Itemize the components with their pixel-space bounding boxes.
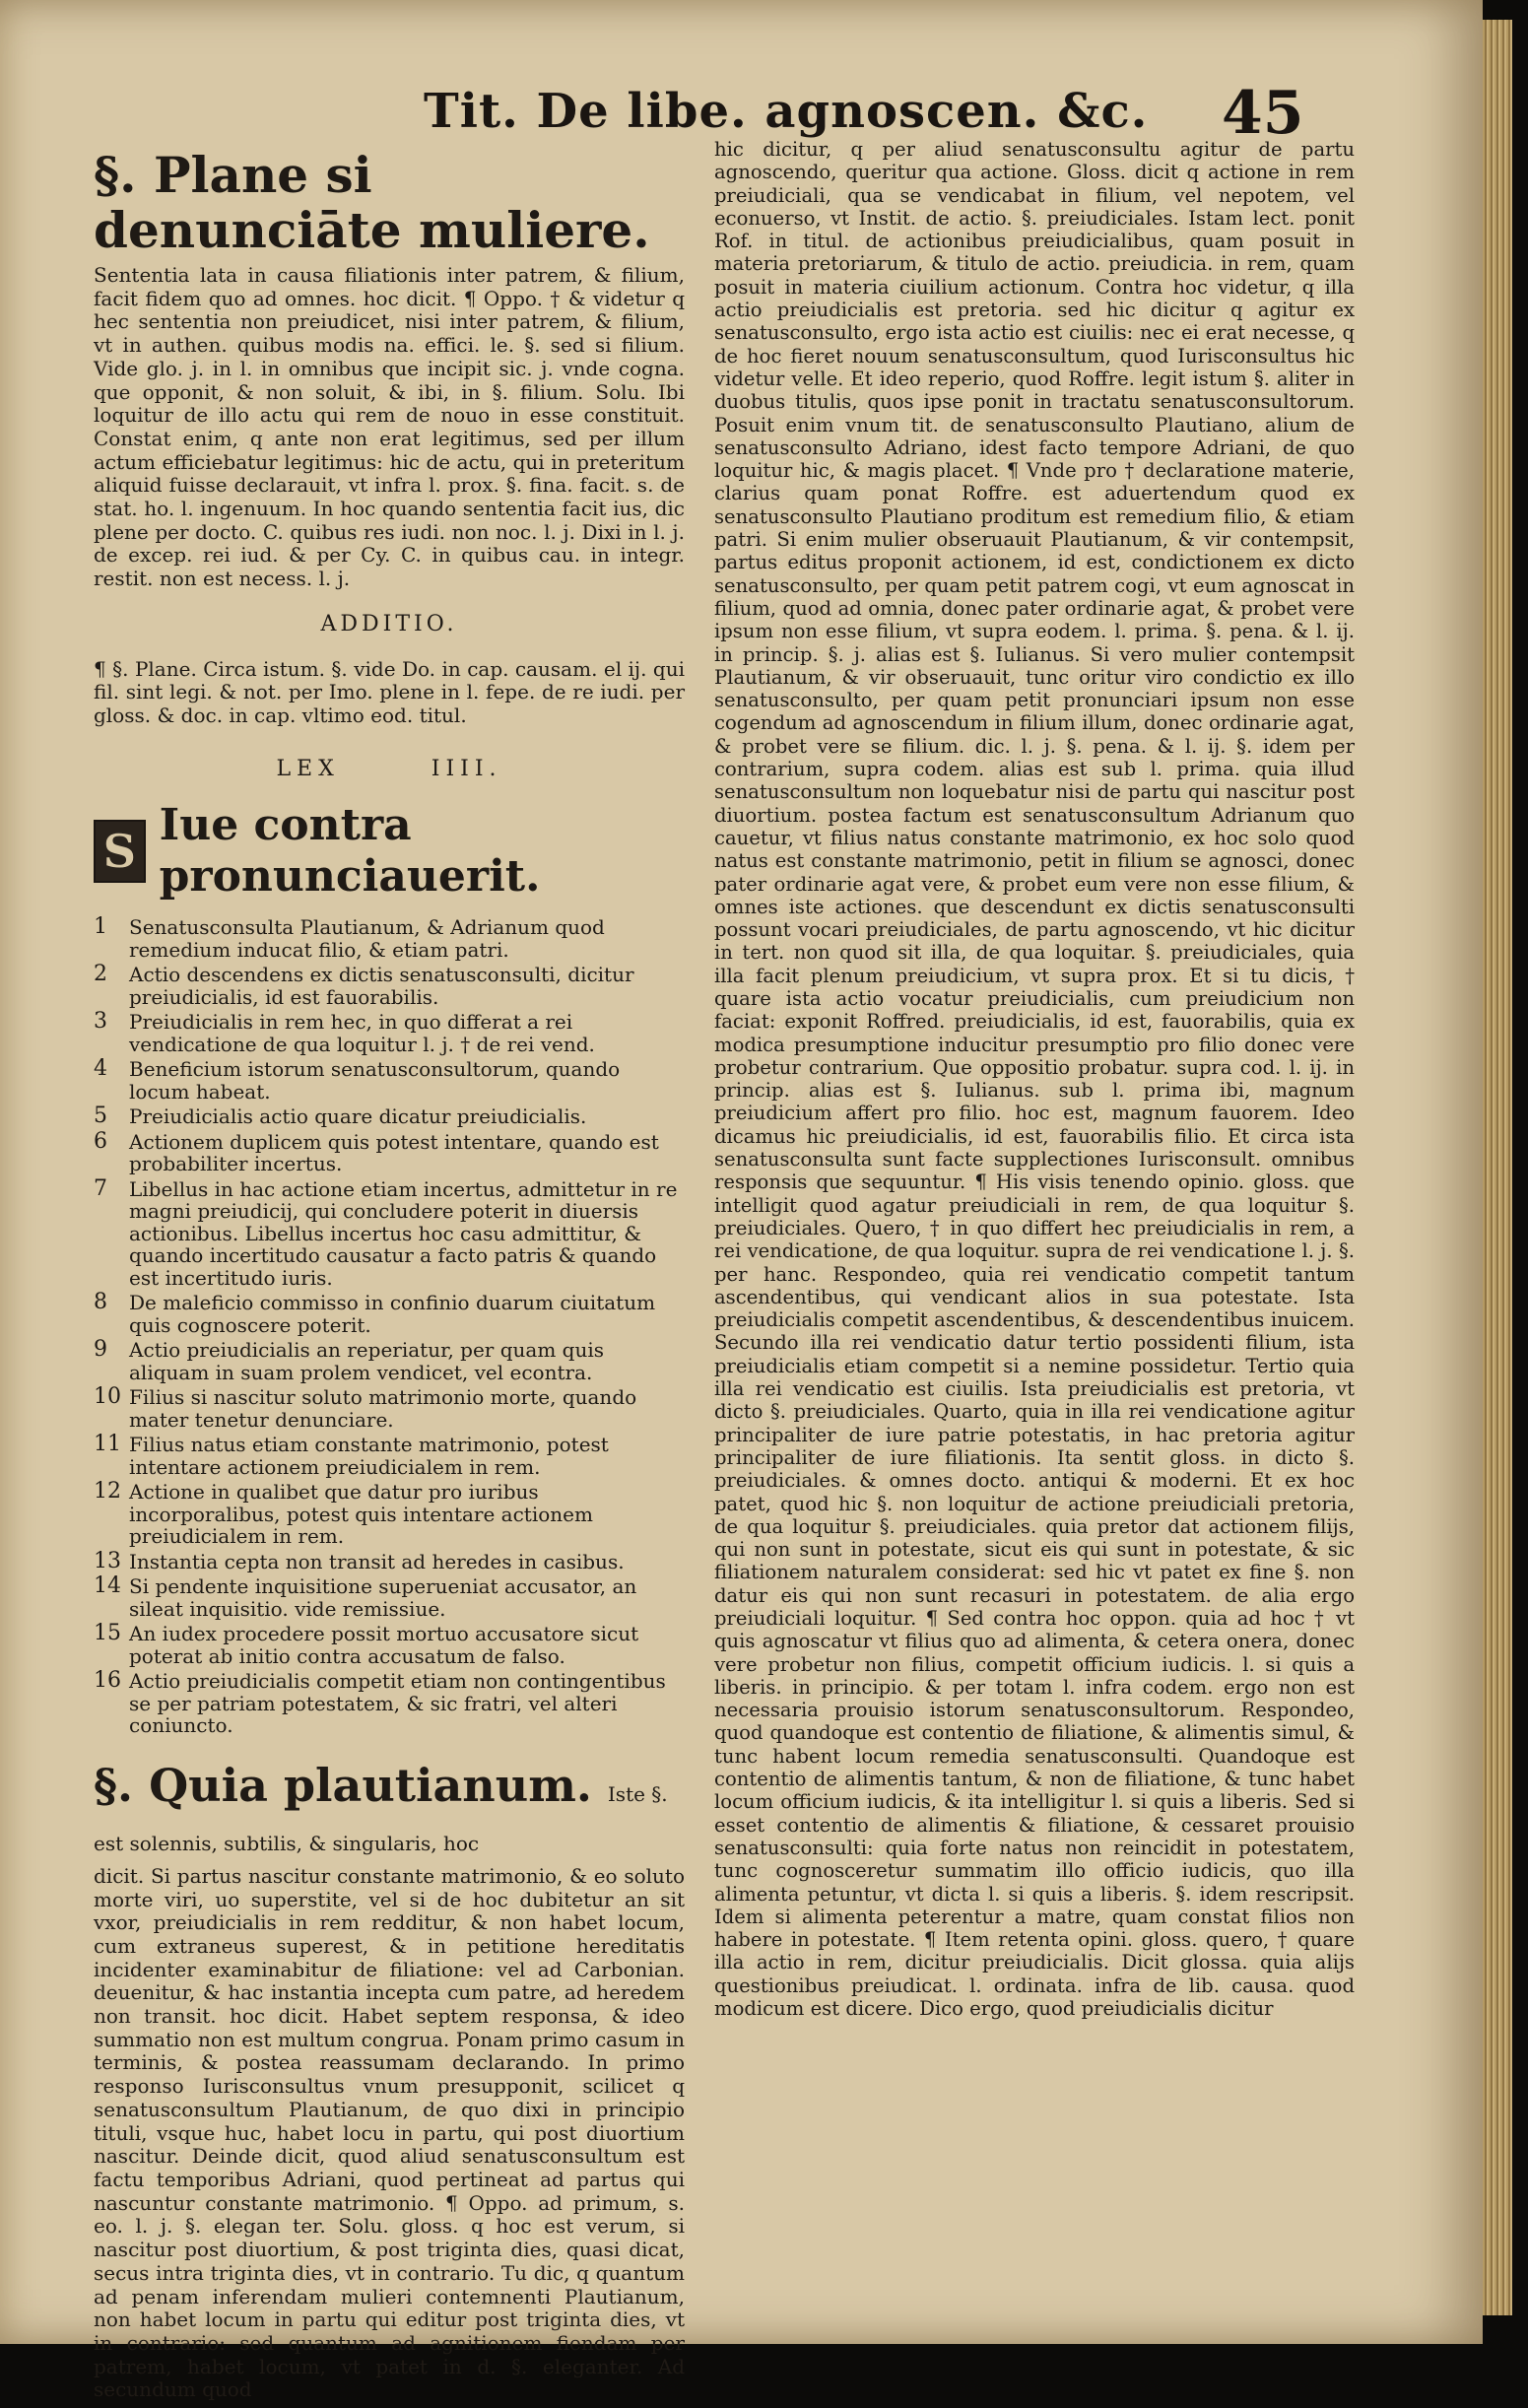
decorated-initial: S: [94, 820, 146, 883]
summary-number: 8: [94, 1290, 107, 1315]
summary-number: 7: [94, 1175, 107, 1201]
section-heading-quia: [94, 1758, 685, 1859]
summary-text: Actione in qualibet que datur pro iuribus incorporalibus, potest quis intentare actionem preiudicialem in rem.: [129, 1480, 593, 1549]
summary-text: Filius natus etiam constante matrimonio, potest intentare actionem preiudicialem in rem.: [129, 1433, 609, 1479]
page-edges: [1483, 20, 1512, 2315]
summary-item: [94, 1386, 685, 1431]
summary-text: Filius si nascitur soluto matrimonio morte, quando mater tenetur denunciare.: [129, 1385, 637, 1432]
section-heading-plane: §. Plane si denunciāte muliere.: [94, 146, 650, 259]
lex-heading: [94, 758, 685, 781]
left-column: [94, 148, 685, 2408]
summary-item: [94, 1339, 685, 1383]
left-paragraph-1: Sententia lata in causa filiationis inter patrem, & filium, facit fidem quo ad omnes. hoc dicit. ¶ Oppo. † & videtur q hec sententia non preiudicet, nisi inter patrem, & filium, vt in authen. quibus modis na. effici. le. §. sed si filium. Vide glo. j. in l. in omnibus que incipit sic. j. vnde cogna. que opponit, & non soluit, & ibi, in §. filium. Solu. Ibi loquitur de illo actu qui rem de nouo in esse constituit. Constat enim, q ante non erat legitimus, sed per illum actum efficiebatur legitimus: hic de actu, qui in preteritum aliquid fuisse declarauit, vt infra l. prox. §. fina. facit. s. de stat. ho. l. ingenuum. In hoc quando sententia facit ius, dic plene per docto. C. quibus res iudi. non noc. l. j. Dixi in l. j. de excep. rei iud. & per Cy. C. in quibus cau. in integr. restit. non est necess. l. j.: [94, 263, 685, 591]
summary-number: 9: [94, 1337, 107, 1363]
summary-item: [94, 1670, 685, 1737]
summary-text: Actionem duplicem quis potest intentare, quando est probabiliter incertus.: [129, 1129, 659, 1176]
law-heading: [94, 800, 685, 903]
additio-label: ADDITIO.: [320, 611, 458, 636]
running-title: Tit. De libe. agnoscen. &c.: [424, 84, 1149, 139]
summary-text: Preiudicialis actio quare dicatur preiudicialis.: [129, 1104, 587, 1129]
summary-number: 10: [94, 1384, 121, 1410]
summary-number: 12: [94, 1479, 121, 1505]
summary-number: 2: [94, 962, 107, 987]
summary-number: 1: [94, 914, 107, 940]
lex-number: IIII.: [431, 756, 502, 781]
summary-item: [94, 1128, 685, 1176]
summary-number: 15: [94, 1621, 121, 1646]
summary-item: [94, 1575, 685, 1620]
law-heading-text: Iue contra pronunciauerit.: [159, 800, 541, 903]
summary-item: [94, 1105, 685, 1128]
right-paragraph-1: hic dicitur, q per aliud senatusconsultu agitur de partu agnoscendo, queritur qua actione. Gloss. dicit q actione in rem preiudiciali, qua se vendicabat in filium, vel nepotem, vel econuerso, vt Instit. de actio. §. preiudiciales. Istam lect. ponit Rof. in titul. de actionibus preiudicialibus, quam posuit in materia pretoriarum, & titulo de actio. preiudicia. in rem, quam posuit in materia ciuilium actionum. Contra hoc videtur, q illa actio preiudicialis est pretoria. sed hic dicitur q agitur ex senatusconsulto, ergo ista actio est ciuilis: nec ei erat necesse, q de hoc fieret nouum senatusconsultum, quod Iurisconsultus hic videtur velle. Et ideo reperio, quod Roffre. legit istum §. aliter in duobus titulis, quos ipse ponit in tractatu senatusconsultorum. Posuit enim vnum tit. de senatusconsulto Plautiano, alium de senatusconsulto Adriano, idest facto tempore Adriani, de quo loquitur hic, & magis placet. ¶ Vnde pro † declaratione materie, clarius quam ponat Roffre. est aduertendum quod ex senatusconsulto Plautiano proditum est remedium filio, & etiam patri. Si enim mulier obseruauit Plautianum, & vir contempsit, partus editus proponit actionem, id est, condictionem ex dicto senatusconsulto, per quam petit patrem cogi, vt eum agnoscat in filium, quod ad omnia, donec pater ordinarie agat, & probet vere ipsum non esse filium, vt supra eodem. l. prima. §. pena. & l. ij. in princip. §. j. alias est §. Iulianus. Si vero mulier contempsit Plautianum, & vir obseruauit, tunc oritur viro condictio ex illo senatusconsulto, per quam petit pronunciari ipsum non esse cogendum ad agnoscendum in filium illum, donec ordinarie agat, & probet vere se filium. dic. l. j. §. pena. & l. ij. §. idem per contrarium, supra codem. alias est sub l. prima. quia illud senatusconsultum non loquebatur nisi de partu qui nascitur post diuortium. postea factum est senatusconsultum Adrianum quo cauetur, vt filius natus constante matrimonio, ex hoc solo quod natus est constante matrimonio, petit in filium se agnosci, donec pater ordinarie agat vere, & probet eum vere non esse filium, & omnes iste actiones. que descendunt ex dictis senatusconsulti possunt vocari preiudiciales, de partu agnoscendo, vt hic dicitur in tert. non quod sit illa, de qua loquitar. §. preiudiciales, quia illa facit plenum preiudicium, vt supra prox. Et si tu dicis, † quare ista actio vocatur preiudicialis, cum preiudicium non faciat: exponit Roffred. preiudicialis, id est, fauorabilis, quia ex modica presumptione inducitur presumptio pro filio donec vere probetur contrarium. Que oppositio probatur. supra cod. l. ij. in princip. alias est §. Iulianus. sub l. prima ibi, magnum preiudicium affert pro filio. hoc est, magnum fauorem. Ideo dicamus hic preiudicialis, id est, fauorabilis filio. Et circa ista senatusconsulta sunt facte supplectiones Iurisconsult. omnibus responsis que sequuntur. ¶ His visis tenendo opinio. gloss. que intelligit quod agatur preiudiciali in rem, de qua loquitur §. preiudiciales. Quero, † in quo differt hec preiudicialis in rem, a rei vendicatione, de qua loquitur. supra de rei vendicatione l. j. §. per hanc. Respondeo, quia rei vendicatio competit tantum ascendentibus, qui vendicant alios in sua potestate. Ista preiudicialis competit ascendentibus, & descendentibus inuicem. Secundo illa rei vendicatio datur tertio possidenti filium, ista preiudicialis etiam competit si a nemine possidetur. Tertio quia illa rei vendicatio est ciuilis. Ista preiudicialis est pretoria, vt dicto §. preiudiciales. Quarto, quia in illa rei vendicatione agitur principaliter de iure patrie potestatis, in hac pretoria agitur principaliter de iure filiationis. Ita sentit gloss. in dicto §. preiudiciales. & omnes docto. antiqui & moderni. Et ex hoc patet, quod hic §. non loquitur de actione preiudiciali pretoria, de qua loquitur §. preiudiciales. quia pretor dat actionem filijs, qui non sunt in potestate, sicut eis qui sunt in potestate, & sic filiationem naturalem considerat: sed hic vt patet ex fine §. non datur eis qui non sunt recasuri in potestatem. de alia ergo preiudiciali loquitur. ¶ Sed contra hoc oppon. quia ad hoc † vt quis agnoscatur vt filius quo ad alimenta, & cetera onera, donec vere probetur non filius, competit officium iudicis. l. si quis a liberis. in principio. & per totam l. infra codem. ergo non est necessaria prouisio istorum senatusconsultorum. Respondeo, quod quandoque est contentio de filiatione, & alimentis simul, & tunc habent locum remedia senatusconsulti. Quandoque est contentio de alimentis tantum, & non de filiatione, & tunc habet locum officium iudicis, & ita intelligitur l. si quis a liberis. Sed si esset contentio de alimentis & filiatione, & cessaret prouisio senatusconsulti: quia forte natus non reincidit in potestatem, tunc cognosceretur summatim illo officio iudicis, quo illa alimenta petuntur, vt dicta l. si quis a liberis. §. idem rescripsit. Idem si alimenta peterentur a matre, quam constat filios non habere in potestate. ¶ Item retenta opini. gloss. quero, † quare illa actio in rem, dicitur preiudicialis. Dicit glossa. quia alijs questionibus preiudicat. l. ordinata. infra de lib. causa. quod modicum est dicere. Dico ergo, quod preiudicialis dicitur: [714, 138, 1355, 2021]
lex-label: LEX: [276, 756, 340, 781]
summary-text: Senatusconsulta Plautianum, & Adrianum quod remedium inducat filio, & etiam patri.: [129, 915, 605, 962]
summary-number: 14: [94, 1573, 121, 1599]
summary-item: [94, 1548, 685, 1573]
summary-number: 3: [94, 1009, 107, 1035]
summary-item: [94, 1058, 685, 1103]
left-paragraph-2: dicit. Si partus nascitur constante matrimonio, & eo soluto morte viri, uo superstite, vel si de hoc dubitetur an sit vxor, preiudicialis in rem redditur, & non habet locum, cum extraneus superest, & in petitione hereditatis incidenter examinabitur de filiatione: vel ad Carbonian. deuenitur, & hac instantia incepta cum patre, ad heredem non transit. hoc dicit. Habet septem responsa, & ideo summatio non est multum congrua. Ponam primo casum in terminis, & postea reassumam declarando. In primo responso Iurisconsultus vnum presupponit, scilicet q senatusconsultum Plautianum, de quo dixi in principio tituli, vsque huc, habet locu in partu, qui post diuortium nascitur. Deinde dicit, quod aliud senatusconsultum est factu temporibus Adriani, quod pertineat ad partus qui nascuntur constante matrimonio. ¶ Oppo. ad primum, s. eo. l. j. §. elegan ter. Solu. gloss. q hoc est verum, si nascitur post diuortium, & post triginta dies, quasi dicat, secus intra triginta dies, vt in contrario. Tu dic, q quantum ad penam inferendam mulieri contemnenti Plautianum, non habet locum in partu qui editur post triginta dies, vt in contrario: sed quantum ad agnitionem fiendam per patrem, habet locum, vt patet in d. §. eleganter. Ad secundum quod: [94, 1863, 685, 2402]
summary-item: [94, 1292, 685, 1336]
summary-item: [94, 1623, 685, 1667]
summary-text: Si pendente inquisitione superueniat accusator, an sileat inquisitio. vide remissiue.: [129, 1574, 637, 1621]
summary-number: 6: [94, 1128, 107, 1154]
summary-text: Actio descendens ex dictis senatusconsulti, dicitur preiudicialis, id est fauorabilis.: [129, 963, 634, 1009]
summary-text: Libellus in hac actione etiam incertus, admittetur in re magni preiudicij, qui concludere poterit in diuersis actionibus. Libellus incertus hoc casu admittitur, & quando incertitudo causatur a facto patris & quando est incertitudo iuris.: [129, 1176, 678, 1290]
summary-item: [94, 916, 685, 961]
summary-text: De maleficio commisso in confinio duarum ciuitatum quis cognoscere poterit.: [129, 1291, 656, 1337]
summary-number: 13: [94, 1548, 121, 1573]
summary-number: 11: [94, 1432, 121, 1457]
summary-item: [94, 1434, 685, 1478]
summary-text: An iudex procedere possit mortuo accusatore sicut poterat ab initio contra accusatum de falso.: [129, 1622, 639, 1668]
summary-list: [94, 916, 685, 1737]
summary-text: Instantia cepta non transit ad heredes in casibus.: [129, 1549, 625, 1573]
summary-text: Preiudicialis in rem hec, in quo differat a rei vendicatione de qua loquitur l. j. † de rei vend.: [129, 1010, 595, 1056]
section-heading-quia-rest: Iste §. est solennis, subtilis, & singularis, hoc: [94, 1781, 668, 1855]
additio-text: ¶ §. Plane. Circa istum. §. vide Do. in cap. causam. el ij. qui fil. sint legi. & not. per Imo. plene in l. fepe. de re iudi. per gloss. & doc. in cap. vltimo eod. titul.: [94, 656, 685, 727]
section-heading-quia-title: §. Quia plautianum.: [94, 1758, 592, 1812]
page-number: 45: [1222, 79, 1304, 148]
summary-text: Actio preiudicialis competit etiam non contingentibus se per patriam potestatem, & sic fratri, vel alteri coniuncto.: [129, 1669, 666, 1738]
summary-item: [94, 1175, 685, 1290]
summary-text: Beneficium istorum senatusconsultorum, quando locum habeat.: [129, 1057, 621, 1104]
summary-number: 16: [94, 1668, 121, 1694]
summary-item: [94, 1481, 685, 1548]
summary-number: 5: [94, 1104, 107, 1129]
summary-text: Actio preiudicialis an reperiatur, per quam quis aliquam in suam prolem vendicet, vel econtra.: [129, 1338, 604, 1384]
right-column: [714, 138, 1355, 2026]
summary-item: [94, 1011, 685, 1055]
summary-item: [94, 964, 685, 1008]
summary-number: 4: [94, 1056, 107, 1082]
